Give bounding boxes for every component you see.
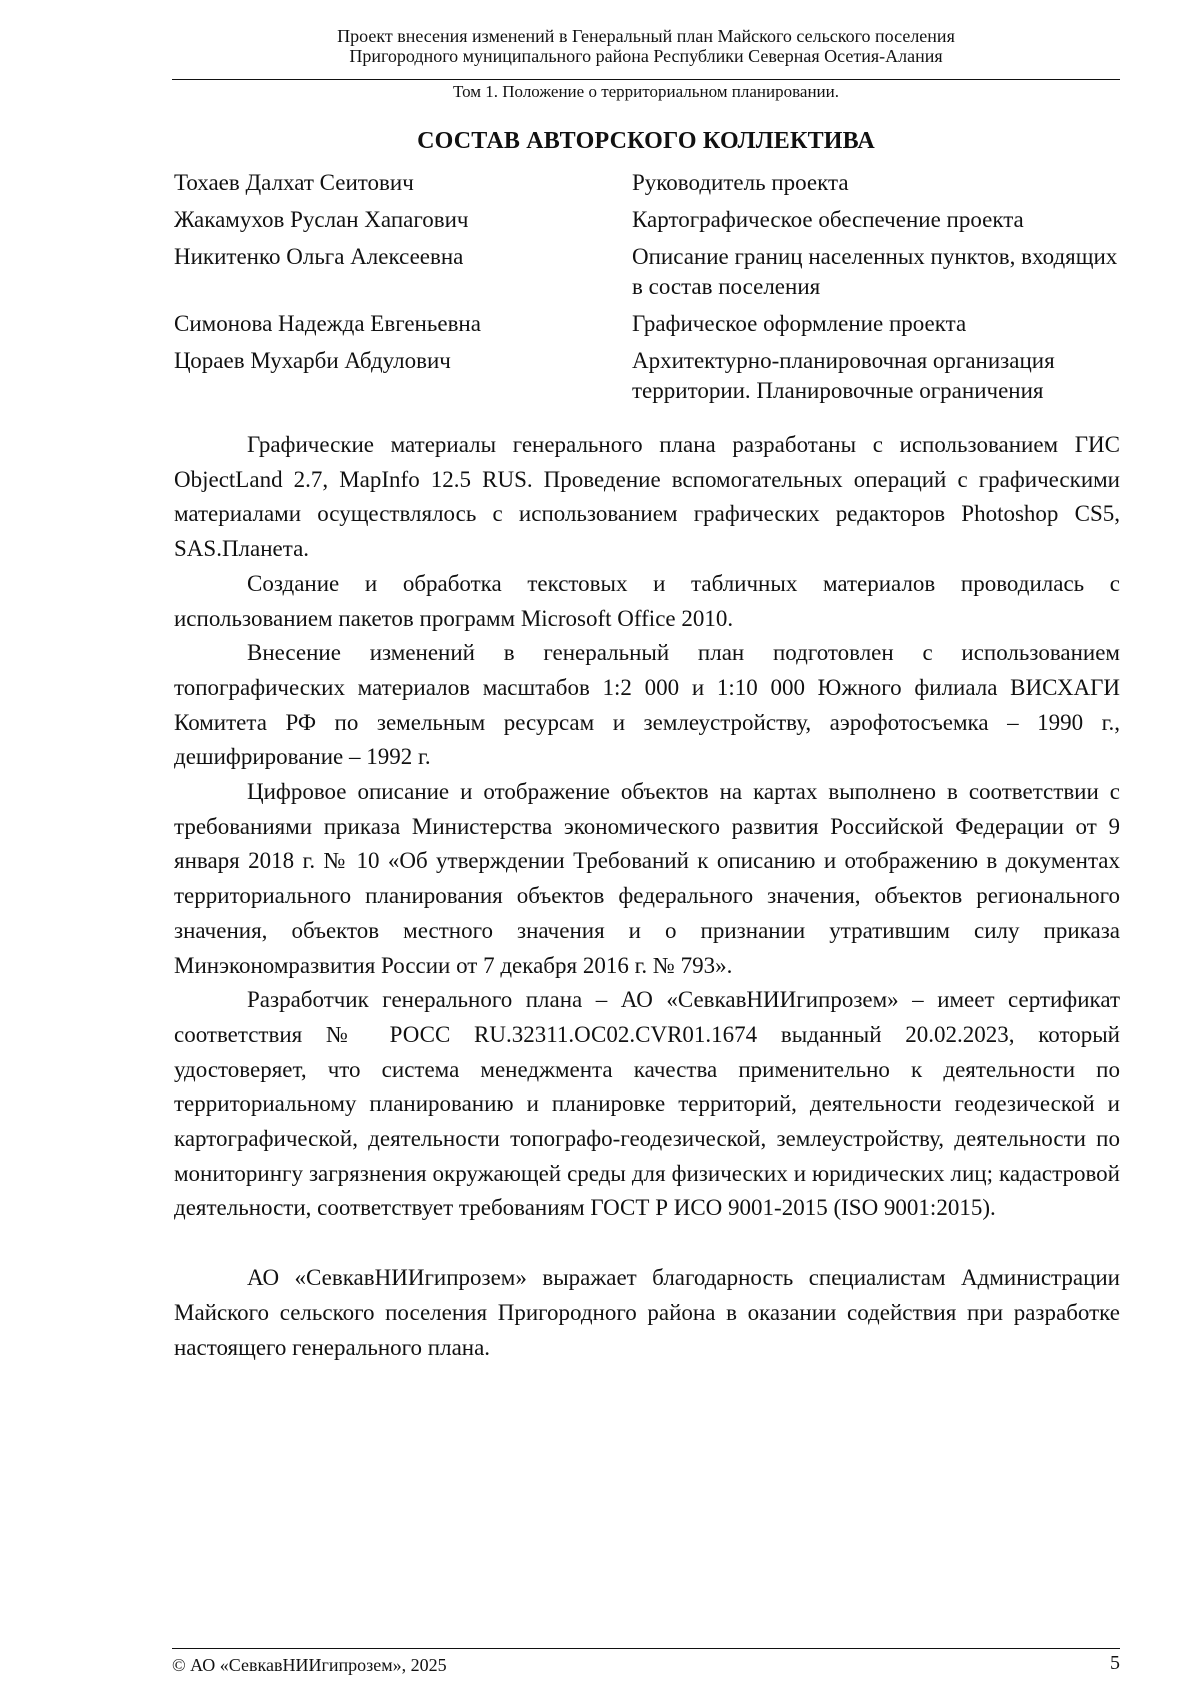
author-row [174,346,1120,406]
author-name: Симонова Надежда Евгеньевна [174,311,481,336]
author-row [174,205,1120,235]
page-title: СОСТАВ АВТОРСКОГО КОЛЛЕКТИВА [417,128,875,154]
paragraph-developer-certificate: Разработчик генерального плана – АО «СевкавНИИгипрозем» – имеет сертификат соответствия № РОСС RU.32311.ОС02.CVR01.1674 выданный 20.02.2023, который удостоверяет, что система менеджмента качества применительно к деятельности по территориальному планированию и планировке территорий, деятельности геодезической и картографической, деятельности топографо-геодезической, землеустройству, деятельности по мониторингу загрязнения окружающей среды для физических и юридических лиц; кадастровой деятельности, соответствует требованиям ГОСТ Р ИСО 9001-2015 (ISO 9001:2015). [174,987,1120,1221]
paragraph-acknowledgement: АО «СевкавНИИгипрозем» выражает благодарность специалистам Администрации Майского сельского поселения Пригородного района в оказании содействия при разработке настоящего генерального плана. [174,1265,1120,1360]
author-role: Руководитель проекта [632,170,849,195]
author-name: Никитенко Ольга Алексеевна [174,244,464,269]
author-row [174,242,1120,302]
author-role: Архитектурно-планировочная организация территории. Планировочные ограничения [632,348,1055,403]
footer-divider [172,1648,1120,1649]
author-name: Жакамухов Руслан Хапагович [174,207,469,232]
paragraph-topographic-materials: Внесение изменений в генеральный план подготовлен с использованием топографических материалов масштабов 1:2 000 и 1:10 000 Южного филиала ВИСХАГИ Комитета РФ по земельным ресурсам и землеустройству, аэрофотосъемка – 1990 г., дешифрирование – 1992 г. [174,640,1120,770]
author-role: Описание границ населенных пунктов, входящих в состав поселения [632,244,1118,299]
running-header [172,26,1120,66]
author-row [174,168,1120,198]
header-volume: Том 1. Положение о территориальном планировании. [452,82,839,101]
author-role: Графическое оформление проекта [632,311,967,336]
paragraph-graphics-software: Графические материалы генерального плана разработаны с использованием ГИС ObjectLand 2.7, MapInfo 12.5 RUS. Проведение вспомогательных операций с графическими материалами осуществлялось с использованием графических редакторов Photoshop CS5, SAS.Планета. [174,432,1120,562]
footer-copyright: © АО «СевкавНИИгипрозем», 2025 [172,1655,447,1675]
paragraph-digital-description: Цифровое описание и отображение объектов на картах выполнено в соответствии с требованиями приказа Министерства экономического развития Российской Федерации от 9 января 2018 г. № 10 «Об утверждении Требований к описанию и отображению в документах территориального планирования объектов федерального значения, объектов регионального значения, объектов местного значения и о признании утратившим силу приказа Минэкономразвития России от 7 декабря 2016 г. № 793». [174,779,1120,978]
authors-list [174,168,1120,413]
paragraph-text-software: Создание и обработка текстовых и табличных материалов проводилась с использованием пакетов программ Microsoft Office 2010. [174,570,1120,631]
author-name: Тохаев Далхат Сеитович [174,170,414,195]
author-role: Картографическое обеспечение проекта [632,207,1024,232]
author-name: Цораев Мухарби Абдулович [174,348,451,373]
body-text [174,428,1120,1365]
header-line-1: Проект внесения изменений в Генеральный план Майского сельского поселения [337,26,955,46]
page-number: 5 [1110,1652,1120,1674]
header-line-2: Пригородного муниципального района Республики Северная Осетия-Алания [349,46,943,66]
header-divider [172,79,1120,80]
author-row [174,309,1120,339]
